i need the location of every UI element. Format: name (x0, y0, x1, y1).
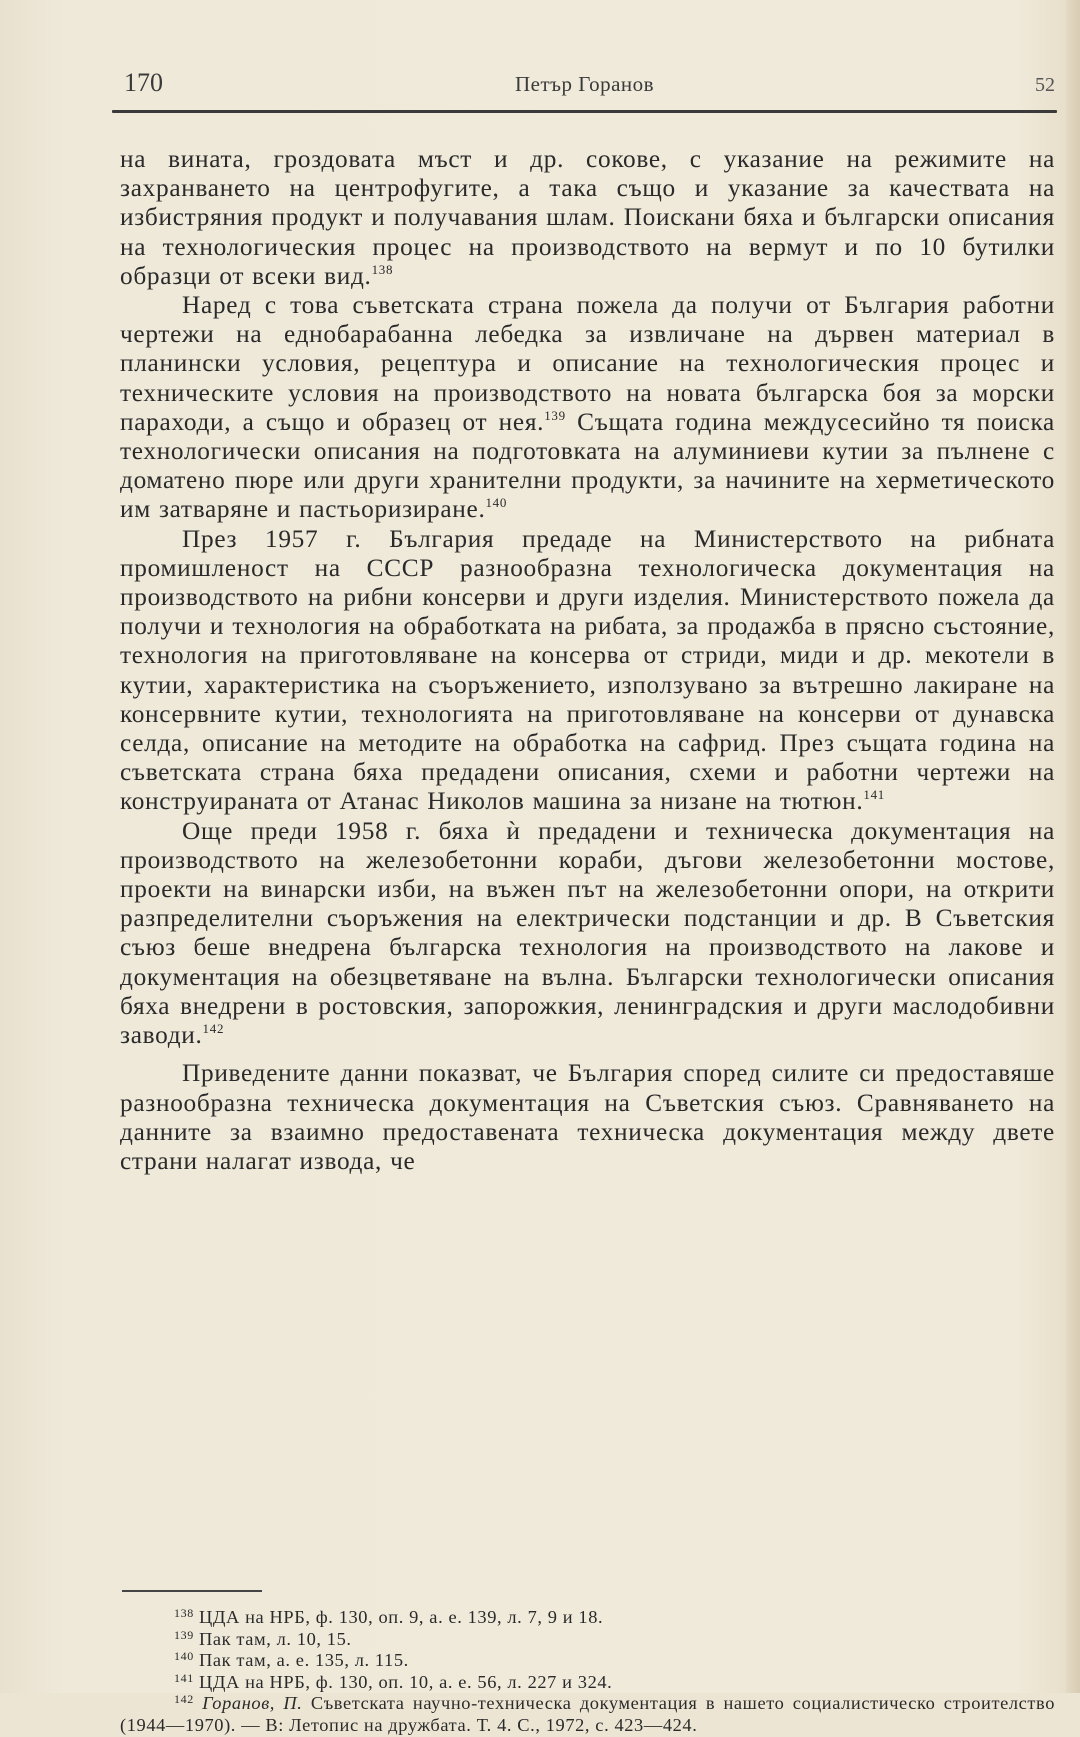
paragraph (120, 291, 1055, 525)
paragraph (120, 145, 1055, 291)
running-title: Петър Горанов (515, 72, 655, 96)
footnote (120, 1607, 1055, 1629)
footnote-number: 142 (174, 1692, 194, 1707)
paragraph-text: на вината, гроздовата мъст и др. сокове, с указание на режимите на захранването на центрофугите, а така също и указание за качествата на избистряния продукт и получавания шлам. Поискани бяха и български описания на технологическия процес на производството на вермут и по 10 бутилки образци от всеки вид. (120, 145, 1055, 290)
paragraph-text: Още преди 1958 г. бяха ѝ предадени и техническа документация на производството на железобетонни кораби, дъгови железобетонни мостове, проекти на винарски изби, на въжен път на железобетонни опори, на открити разпределителни съоръжения на електрически подстанции и др. В Съветския съюз беше внедрена българска технология на производството на лакове и документация на обезцветяване на вълна. Български технологически описания бяха внедрени в ростовския, запорожкия, ленинградския и други маслодобивни заводи. (120, 816, 1055, 1050)
footnote-reference[interactable]: 141 (863, 787, 886, 803)
footnote (120, 1629, 1055, 1651)
footnote-number: 141 (174, 1670, 194, 1685)
sheet-number: 52 (1035, 74, 1055, 96)
paragraph-text: Приведените данни показват, че България според силите си предоставяше разнообразна техническа документация на Съветския съюз. Сравняването на данните за взаимно предоставената техническа документация между двете страни налагат извода, че (120, 1059, 1055, 1175)
footnote-reference[interactable]: 139 (544, 407, 566, 423)
footnote-text: ЦДА на НРБ, ф. 130, оп. 10, а. е. 56, л. 227 и 324. (199, 1671, 613, 1692)
footnote-text: ЦДА на НРБ, ф. 130, оп. 9, а. е. 139, л. 7, 9 и 18. (199, 1607, 604, 1627)
footnote-reference[interactable]: 138 (371, 261, 394, 277)
paragraph (120, 1059, 1055, 1176)
paragraph-text: Наред с това съветската страна пожела да получи от България работни чертежи на еднобарабанна лебедка за извличане на дървен материал в планински условия, рецептура и описание на технологическия процес и техническите условия на производството на новата българска боя за морски параходи, а също и образец от нея. (120, 291, 1055, 436)
footnote (120, 1672, 1055, 1694)
footnote-author: Горанов, П. (202, 1693, 303, 1714)
footnote-reference[interactable]: 140 (485, 495, 508, 511)
body-text (120, 145, 1055, 1176)
footnote-number: 138 (174, 1606, 194, 1620)
page-header (120, 64, 1060, 110)
footnote-reference[interactable]: 142 (202, 1021, 225, 1037)
page-edge (1066, 0, 1080, 1693)
paragraph-text: През 1957 г. България предаде на Министерството на рибната промишленост на СССР разнообразна технологическа документация на производството на рибни консерви и други изделия. Министерството пожела да получи и технология на обработката на рибата, за продажба в прясно състояние, технология на приготовляване на консерва от стриди, миди и др. мекотели в кутии, характеристика на съоръжението, използувано за вътрешно лакиране на консервните кутии, технологията на приготовляване на консерви от дунавска селда, описание на методите на обработка на сафрид. През същата година на съветската страна бяха предадени описания, схеми и работни чертежи на конструираната от Атанас Николов машина за низане на тютюн. (120, 524, 1055, 816)
page-number: 170 (124, 68, 163, 97)
footnote-text: Пак там, л. 10, 15. (199, 1628, 352, 1649)
footnote-text: Пак там, а. е. 135, л. 115. (199, 1650, 409, 1671)
paragraph-text: Същата година междусесийно тя поиска технологически описания на подготовката на алуминиеви кутии за пълнене с доматено пюре или други хранителни продукти, за начините на херметическото им затваряне и пастьоризиране. (120, 407, 1055, 524)
footnote-separator (122, 1590, 262, 1592)
paragraph (120, 525, 1055, 817)
footnote (120, 1650, 1055, 1672)
footnote-number: 139 (174, 1627, 194, 1642)
footnotes (120, 1607, 1055, 1737)
header-rule (112, 110, 1057, 113)
paragraph (120, 817, 1055, 1051)
footnote (120, 1693, 1055, 1736)
footnote-number: 140 (174, 1649, 194, 1664)
footnote-text: Съветската научно-техническа документация в нашето социалистическо строителство (1944—1970). — В: Летопис на дружбата. Т. 4. С., 1972, с. 423—424. (120, 1693, 1055, 1735)
